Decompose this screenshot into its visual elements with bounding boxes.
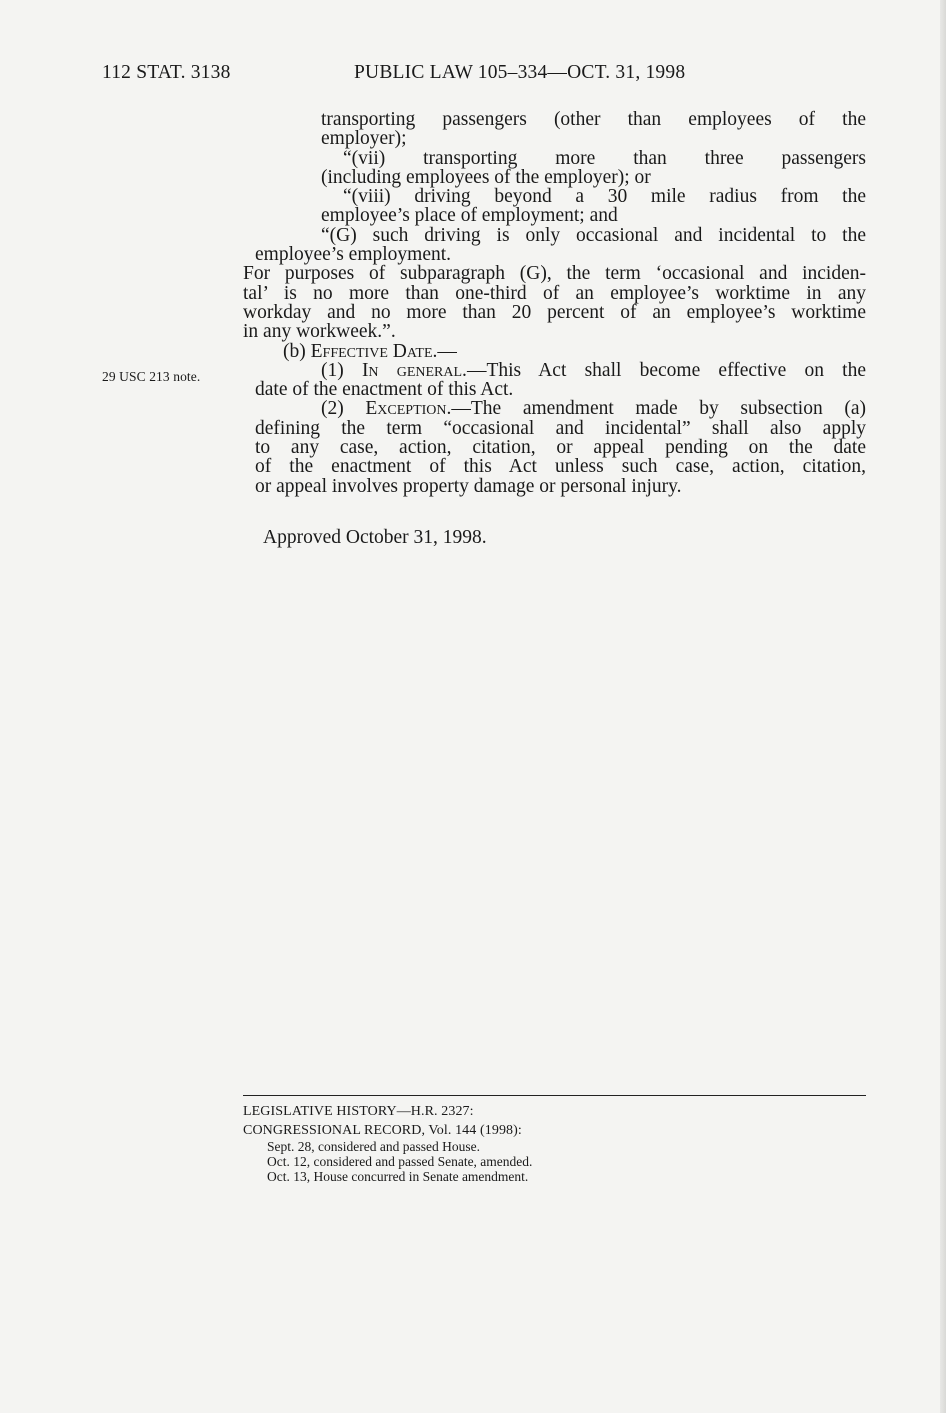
text-line: or appeal involves property damage or personal injury.	[255, 475, 682, 497]
subsection-title: Effective Date.—	[310, 340, 457, 362]
history-action: Sept. 28, considered and passed House.	[267, 1139, 480, 1154]
body-text	[243, 110, 866, 496]
text-line: “(viii) driving beyond a 30 mile radius from the	[343, 186, 866, 208]
paragraph-title: In general.	[361, 359, 467, 381]
page-edge	[940, 0, 946, 1413]
paragraph-label: (2)	[321, 398, 366, 420]
paragraph-text: —The amendment made by subsection (a)	[451, 398, 866, 420]
text-line: employer);	[321, 128, 407, 150]
text-line: (including employees of the employer); or	[321, 166, 651, 188]
text-line: to any case, action, citation, or appeal pending on the date	[255, 437, 866, 459]
history-action: Oct. 13, House concurred in Senate amendment.	[267, 1169, 529, 1184]
footer-divider	[243, 1095, 866, 1096]
page-header	[102, 62, 862, 88]
text-line: date of the enactment of this Act.	[255, 379, 514, 401]
subsection-b-heading	[243, 342, 866, 361]
public-law-title: PUBLIC LAW 105–334—OCT. 31, 1998	[354, 62, 686, 83]
approval-date: Approved October 31, 1998.	[263, 527, 487, 548]
paragraph-2-line	[243, 399, 866, 418]
paragraph-1-line	[243, 361, 866, 380]
paragraph-label: (1)	[321, 359, 362, 381]
text-line: For purposes of subparagraph (G), the term ‘occasional and inciden-	[243, 263, 866, 285]
text-line: workday and no more than 20 percent of an employee’s worktime	[243, 301, 866, 323]
paragraph-text: —This Act shall become effective on the	[466, 359, 866, 381]
congressional-record: CONGRESSIONAL RECORD, Vol. 144 (1998):	[243, 1123, 522, 1138]
text-line: tal’ is no more than one-third of an employee’s worktime in any	[243, 282, 866, 304]
text-line: of the enactment of this Act unless such case, action, citation,	[255, 456, 866, 478]
text-line: employee’s employment.	[255, 244, 452, 266]
text-line: employee’s place of employment; and	[321, 205, 618, 227]
subsection-label: (b)	[283, 340, 311, 362]
history-action: Oct. 12, considered and passed Senate, amended.	[267, 1154, 533, 1169]
text-line: in any workweek.”.	[243, 321, 396, 343]
history-heading: LEGISLATIVE HISTORY—H.R. 2327:	[243, 1104, 474, 1119]
stat-citation: 112 STAT. 3138	[102, 62, 231, 83]
text-line: transporting passengers (other than employees of the	[321, 109, 866, 130]
text-line: defining the term “occasional and incidental” shall also apply	[255, 417, 866, 439]
text-line: “(G) such driving is only occasional and incidental to the	[321, 224, 866, 246]
margin-note: 29 USC 213 note.	[102, 369, 201, 384]
text-line: “(vii) transporting more than three passengers	[343, 147, 866, 169]
legislative-history	[243, 1095, 866, 1184]
paragraph-title: Exception.	[365, 398, 452, 420]
